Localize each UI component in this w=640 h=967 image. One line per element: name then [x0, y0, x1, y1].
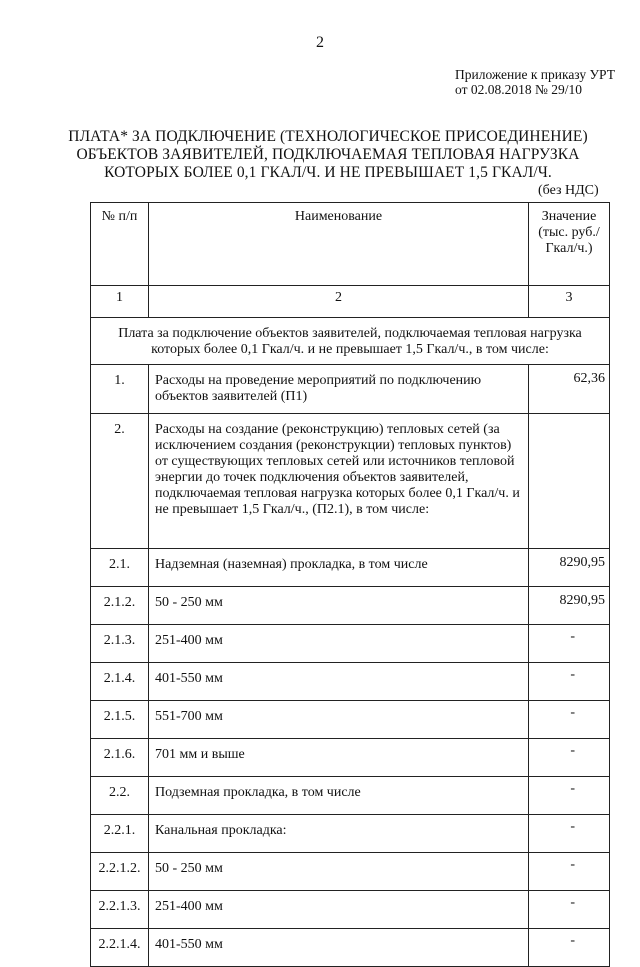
row-num: 2.2.1.2.: [91, 853, 149, 891]
row-name: Расходы на проведение мероприятий по подключению объектов заявителей (П1): [149, 365, 529, 414]
section-header-row: [91, 318, 610, 365]
row-name: Канальная прокладка:: [149, 815, 529, 853]
table-header-row: [91, 203, 610, 286]
row-name: 401-550 мм: [149, 929, 529, 967]
appendix-line-2: от 02.08.2018 № 29/10: [455, 82, 582, 97]
row-name: 551-700 мм: [149, 701, 529, 739]
header-value: Значение (тыс. руб./Гкал/ч.): [529, 203, 610, 286]
row-num: 2.1.: [91, 549, 149, 587]
document-title: [68, 128, 588, 182]
row-name: 50 - 250 мм: [149, 853, 529, 891]
row-num: 2.2.1.4.: [91, 929, 149, 967]
row-name: 401-550 мм: [149, 663, 529, 701]
row-value: -: [529, 663, 610, 701]
row-name: 701 мм и выше: [149, 739, 529, 777]
row-value: -: [529, 777, 610, 815]
column-number: 1: [91, 286, 149, 318]
row-num: 2.2.1.: [91, 815, 149, 853]
appendix-reference: [455, 67, 615, 97]
table-row: [91, 663, 610, 701]
row-value: -: [529, 625, 610, 663]
header-num: № п/п: [91, 203, 149, 286]
row-name: Подземная прокладка, в том числе: [149, 777, 529, 815]
row-value: [529, 414, 610, 549]
row-value: 62,36: [529, 365, 610, 414]
row-name: Расходы на создание (реконструкцию) тепловых сетей (за исключением создания (реконструкции) тепловых пунктов) от существующих тепловых сетей или источников тепловой энергии до точек подключения объектов заявителей, подключаемая тепловая нагрузка которых более 0,1 Гкал/ч. и не превышает 1,5 Гкал/ч., (П2.1), в том числе:: [149, 414, 529, 549]
fee-table: [90, 202, 610, 967]
title-line-3: КОТОРЫХ БОЛЕЕ 0,1 ГКАЛ/Ч. И НЕ ПРЕВЫШАЕТ 1,5 ГКАЛ/Ч.: [104, 164, 552, 181]
row-name: 50 - 250 мм: [149, 587, 529, 625]
row-name: Надземная (наземная) прокладка, в том числе: [149, 549, 529, 587]
row-num: 1.: [91, 365, 149, 414]
vat-note: (без НДС): [538, 183, 599, 198]
row-value: -: [529, 739, 610, 777]
section-header: Плата за подключение объектов заявителей, подключаемая тепловая нагрузка которых более 0,1 Гкал/ч. и не превышает 1,5 Гкал/ч., в том числе:: [91, 318, 610, 365]
column-number: 3: [529, 286, 610, 318]
column-number-row: [91, 286, 610, 318]
row-name: 251-400 мм: [149, 891, 529, 929]
row-value: 8290,95: [529, 587, 610, 625]
row-num: 2.1.5.: [91, 701, 149, 739]
row-value: -: [529, 891, 610, 929]
table-row: [91, 625, 610, 663]
table-row: [91, 739, 610, 777]
table-row: [91, 891, 610, 929]
row-value: 8290,95: [529, 549, 610, 587]
table-row: [91, 549, 610, 587]
row-num: 2.1.4.: [91, 663, 149, 701]
row-num: 2.2.1.3.: [91, 891, 149, 929]
table-row: [91, 365, 610, 414]
table-row: [91, 929, 610, 967]
header-name: Наименование: [149, 203, 529, 286]
table-row: [91, 853, 610, 891]
title-line-2: ОБЪЕКТОВ ЗАЯВИТЕЛЕЙ, ПОДКЛЮЧАЕМАЯ ТЕПЛОВАЯ НАГРУЗКА: [76, 146, 580, 163]
row-name: 251-400 мм: [149, 625, 529, 663]
row-num: 2.1.6.: [91, 739, 149, 777]
title-line-1: ПЛАТА* ЗА ПОДКЛЮЧЕНИЕ (ТЕХНОЛОГИЧЕСКОЕ ПРИСОЕДИНЕНИЕ): [68, 128, 588, 145]
table-row: [91, 701, 610, 739]
appendix-line-1: Приложение к приказу УРТ: [455, 67, 615, 82]
table-row: [91, 414, 610, 549]
column-number: 2: [149, 286, 529, 318]
row-value: -: [529, 853, 610, 891]
row-value: -: [529, 929, 610, 967]
table-row: [91, 815, 610, 853]
table-row: [91, 587, 610, 625]
row-num: 2.1.3.: [91, 625, 149, 663]
row-num: 2.: [91, 414, 149, 549]
row-value: -: [529, 701, 610, 739]
page-number: 2: [316, 34, 324, 51]
row-num: 2.1.2.: [91, 587, 149, 625]
row-value: -: [529, 815, 610, 853]
row-num: 2.2.: [91, 777, 149, 815]
table-row: [91, 777, 610, 815]
